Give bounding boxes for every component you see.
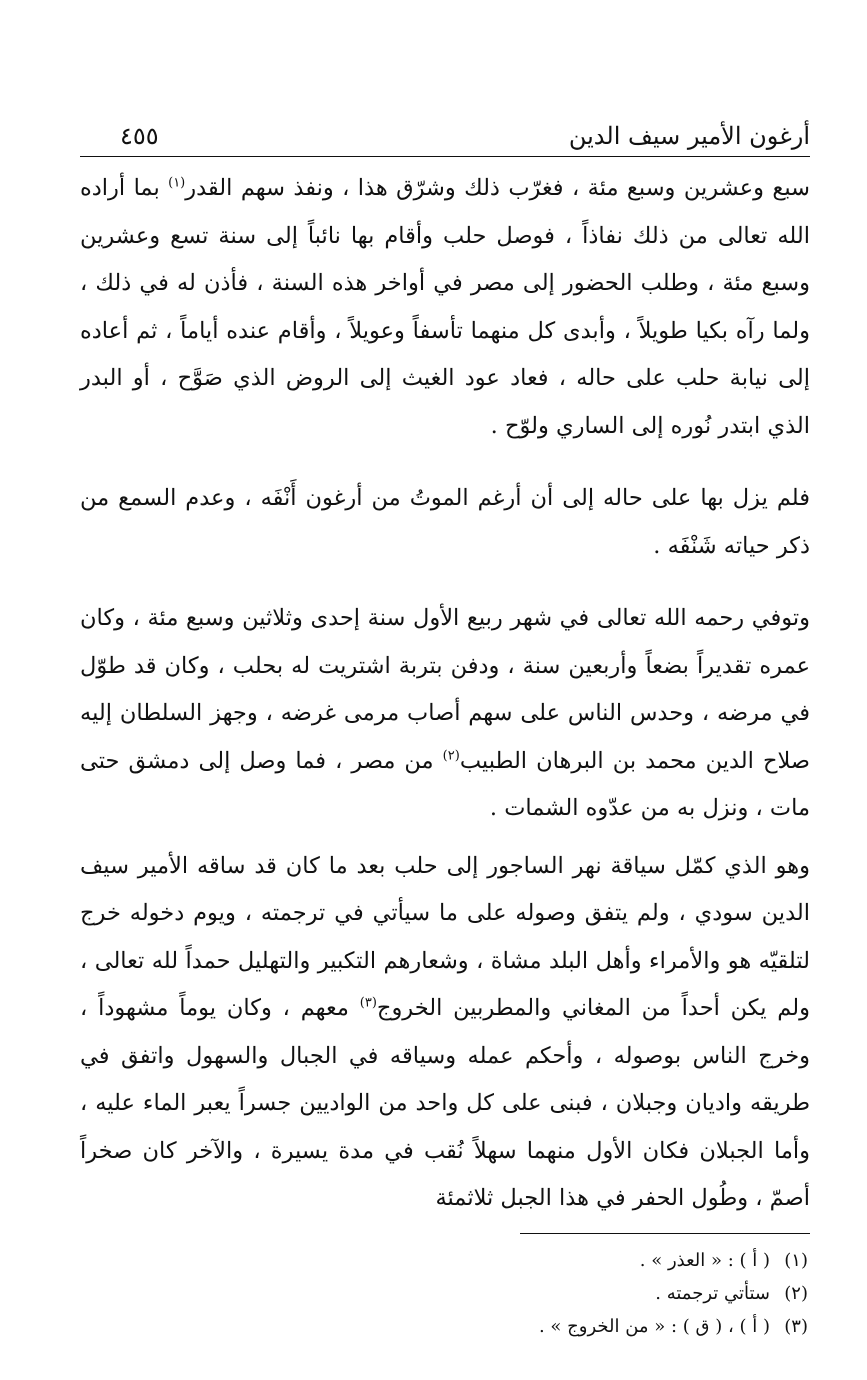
paragraph-4-part-b: معهم ، وكان يوماً مشهوداً ، وخرج الناس بوصوله ، وأحكم عمله وسياقه في الجبال والسهول واتفق في طريقه واديان وجبلان ، فبنى على كل واحد من الواديين جسراً يعبر الماء عليه ، وأما الجبلان فكان الأول منهما سهلاً نُقب في مدة يسيرة ، والآخر كان صخراً أصمّ ، وطُول الحفر في هذا الجبل ثلاثمئة xyxy=(80,995,810,1211)
footnote-1-text: ( أ ) : « العذر » . xyxy=(639,1249,770,1271)
book-page xyxy=(80,118,810,1348)
footnote-2-number: (٢) xyxy=(784,1282,808,1304)
paragraph-3-part-a: وتوفي رحمه الله تعالى في شهر ربيع الأول سنة إحدى وثلاثين وسبع مئة ، وكان عمره تقديراً بضعاً وأربعين سنة ، ودفن بتربة اشتريت له بحلب ، وكان قد طوّل في مرضه ، وحدس الناس على سهم أصاب مرمى غرضه ، وجهز السلطان إليه صلاح الدين محمد بن البرهان الطبيب xyxy=(80,605,810,774)
paragraph-3 xyxy=(80,595,810,833)
main-text xyxy=(80,165,810,1223)
footnote-3-text: ( أ ) ، ( ق ) : « من الخروج » . xyxy=(538,1315,770,1337)
footnote-1-number: (١) xyxy=(784,1249,808,1271)
footnote-3-number: (٣) xyxy=(784,1315,808,1337)
page-header xyxy=(80,118,810,157)
paragraph-2: فلم يزل بها على حاله إلى أن أرغم الموتُ من أرغون أَنْفَه ، وعدم السمع من ذكر حياته شَنْفَه . xyxy=(80,485,810,559)
paragraph-1-part-b: بما أراده الله تعالى من ذلك نفاذاً ، فوصل حلب وأقام بها نائباً إلى سنة تسع وعشرين وسبع مئة ، وطلب الحضور إلى مصر في أواخر هذه السنة ، فأذن له في ذلك ، ولما رآه بكيا طويلاً ، وأبدى كل منهما تأسفاً وعويلاً ، وأقام عنده أياماً ، ثم أعاده إلى نيابة حلب على حاله ، فعاد عود الغيث إلى الروض الذي صَوَّح ، أو البدر الذي ابتدر نُوره إلى الساري ولوّح . xyxy=(80,175,810,439)
paragraph-4 xyxy=(80,843,810,1223)
paragraph-3-part-b: من مصر ، فما وصل إلى دمشق حتى مات ، ونزل به من عدّوه الشمات . xyxy=(80,747,810,821)
footnote-1 xyxy=(80,1244,810,1277)
footnote-2 xyxy=(80,1277,810,1310)
footnote-2-text: ستأتي ترجمته . xyxy=(655,1282,770,1304)
paragraph-4-part-a: وهو الذي كمّل سياقة نهر الساجور إلى حلب بعد ما كان قد ساقه الأمير سيف الدين سودي ، ولم يتفق وصوله على ما سيأتي في ترجمته ، ويوم دخوله خرج لتلقيّه هو والأمراء وأهل البلد مشاة ، وشعارهم التكبير والتهليل حمداً لله تعالى ، ولم يكن أحداً من المغاني والمطربين الخروج xyxy=(80,852,810,1021)
paragraph-1-part-a: سبع وعشرين وسبع مئة ، فغرّب ذلك وشرّق هذا ، ونفذ سهم القدر xyxy=(185,175,810,201)
footnote-divider xyxy=(520,1233,810,1234)
footnote-3 xyxy=(80,1310,810,1343)
paragraph-1 xyxy=(80,165,810,450)
page-number: ٤٥٥ xyxy=(120,122,159,150)
footnote-ref-2: (٢) xyxy=(442,748,460,763)
footnote-ref-1: (١) xyxy=(168,175,186,191)
footnotes xyxy=(80,1244,810,1343)
footnote-ref-3: (٣) xyxy=(359,995,377,1011)
running-title: أرغون الأمير سيف الدين xyxy=(568,122,810,150)
